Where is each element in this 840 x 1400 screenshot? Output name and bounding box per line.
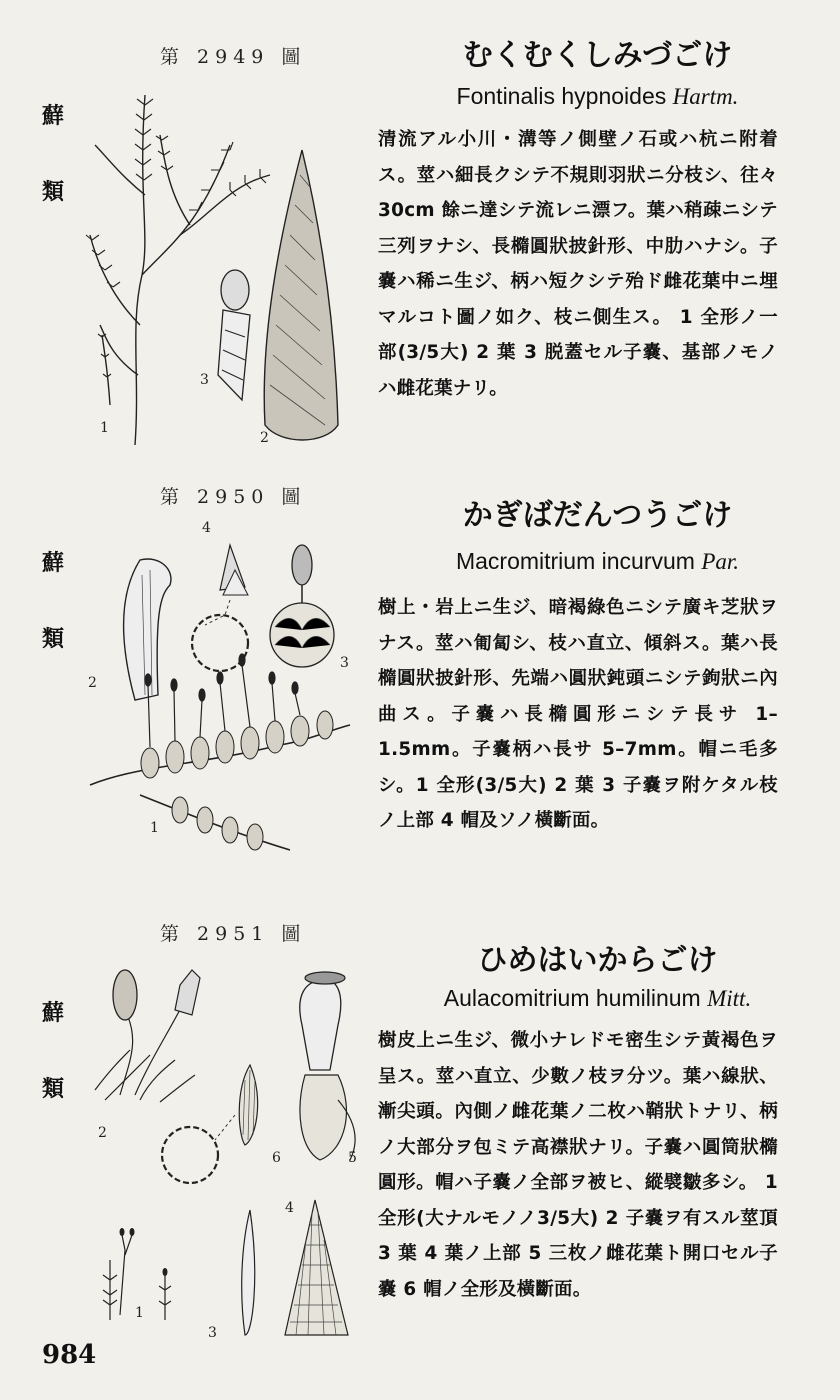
illustration-macromitrium: [80, 515, 360, 895]
page-number: 984: [42, 1340, 97, 1370]
moss-drawing: [80, 515, 360, 895]
species-description: 樹上・岩上ニ生ジ、暗褐綠色ニシテ廣キ芝狀ヲナス。莖ハ匍匐シ、枝ハ直立、傾斜ス。葉ハ長橢圓狀披針形、先端ハ圓狀鈍頭ニシテ鉤狀ニ內曲ス。子嚢ハ長橢圓形ニシテ長サ 1–1.5mm。子嚢柄ハ長サ 5–7mm。帽ニ毛多シ。1 全形(3/5大) 2 葉 3 子嚢ヲ附ケタル枝ノ上部 4 帽及ソノ橫斷面。: [378, 597, 778, 831]
japanese-name: かぎばだんつうごけ: [462, 498, 733, 533]
illustration-label-3: 3: [340, 655, 349, 671]
illustration-fontinalis: [80, 75, 350, 455]
scientific-name: Fontinalis hypnoides Hartm.: [456, 83, 739, 109]
illustration-label-3: 3: [200, 372, 209, 388]
species-description: 樹皮上ニ生ジ、微小ナレドモ密生シテ黃褐色ヲ呈ス。莖ハ直立、少數ノ枝ヲ分ツ。葉ハ線狀、漸尖頭。內側ノ雌花葉ノ二枚ハ鞘狀トナリ、柄ノ大部分ヲ包ミテ高襟狀ナリ。子嚢ハ圓筒狀橢圓形。帽ハ子嚢ノ全部ヲ被ヒ、縱襞皺多シ。 1 全形(大ナルモノノ3/5大) 2 子嚢ヲ有スル莖頂 3 葉 4 葉ノ上部 5 三枚ノ雌花葉ト開口セル子嚢 6 帽ノ全形及橫斷面。: [378, 1030, 778, 1300]
moss-drawing: [80, 75, 350, 455]
category-label: 蘚 類: [41, 1000, 64, 1102]
illustration-label-2: 2: [88, 675, 97, 691]
japanese-name: ひめはいからごけ: [477, 943, 718, 978]
illustration-label-2: 2: [260, 430, 269, 446]
figure-number: 第 2951 圖: [160, 923, 307, 945]
category-label: 蘚 類: [41, 550, 64, 652]
illustration-label-5: 5: [348, 1150, 357, 1166]
illustration-label-1: 1: [150, 820, 159, 836]
scientific-name: Macromitrium incurvum Par.: [455, 548, 740, 574]
scientific-name: Aulacomitrium humilinum Mitt.: [443, 985, 752, 1011]
illustration-label-4: 4: [202, 520, 211, 536]
japanese-name: むくむくしみづごけ: [462, 38, 733, 73]
illustration-label-2: 2: [98, 1125, 107, 1141]
illustration-label-4: 4: [285, 1200, 294, 1216]
illustration-label-3: 3: [208, 1325, 217, 1341]
figure-number: 第 2949 圖: [160, 46, 307, 68]
scientific-author: Mitt.: [707, 986, 752, 1011]
figure-number: 第 2950 圖: [160, 486, 307, 508]
illustration-aulacomitrium: [80, 950, 360, 1350]
illustration-label-1: 1: [100, 420, 109, 436]
scientific-author: Par.: [701, 549, 740, 574]
illustration-label-1: 1: [135, 1305, 144, 1321]
illustration-label-6: 6: [272, 1150, 281, 1166]
category-label: 蘚 類: [41, 103, 64, 205]
species-description: 清流アル小川・溝等ノ側壁ノ石或ハ杭ニ附着ス。莖ハ細長クシテ不規則羽狀ニ分枝シ、往々 30cm 餘ニ達シテ流レニ漂フ。葉ハ稍疎ニシテ三列ヲナシ、長橢圓狀披針形、中肋ハナシ。子嚢ハ稀ニ生ジ、柄ハ短クシテ殆ド雌花葉中ニ埋マルコト圖ノ如ク、枝ニ側生ス。 1 全形ノ一部(3/5大) 2 葉 3 脱蓋セル子嚢、基部ノモノハ雌花葉ナリ。: [378, 129, 778, 399]
scientific-author: Hartm.: [672, 84, 739, 109]
moss-drawing: [80, 950, 360, 1350]
